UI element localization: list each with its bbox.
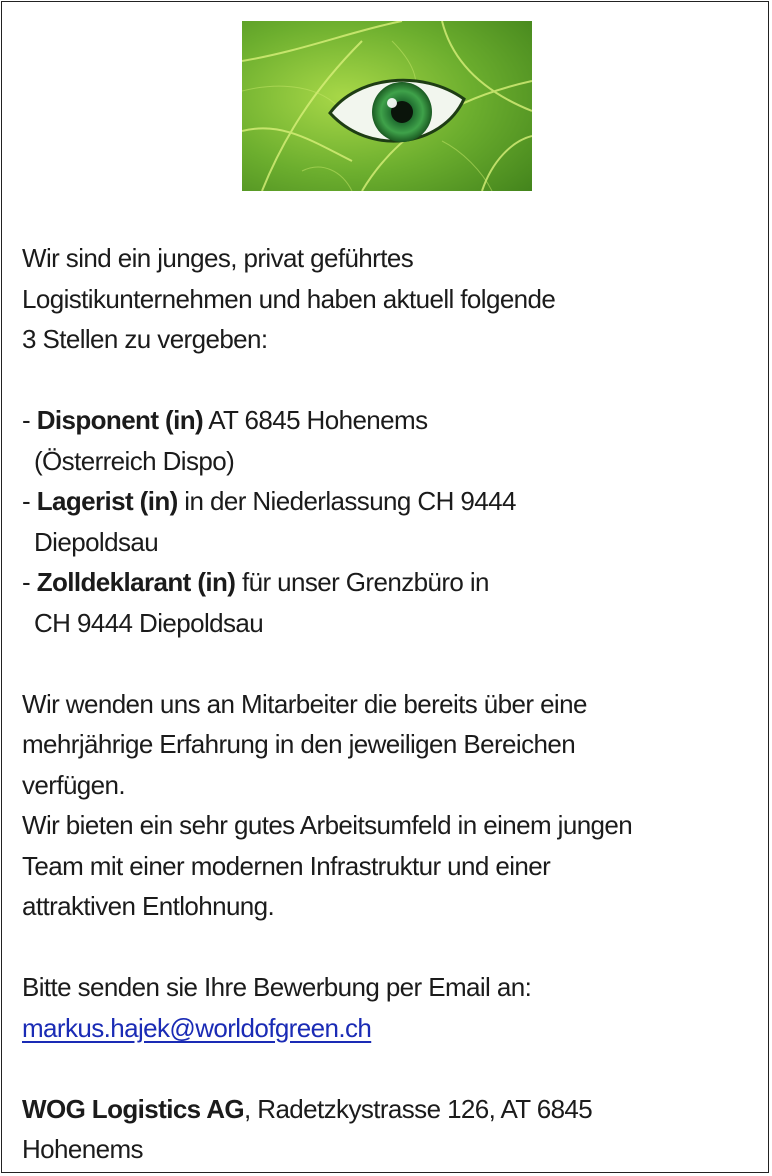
company-name: WOG Logistics AG (22, 1093, 245, 1124)
position-3-detail: CH 9444 Diepoldsau (34, 607, 264, 638)
company-city: Hohenems (22, 1134, 143, 1164)
position-title: Lagerist (in) (36, 486, 178, 516)
offer-line-2: Team mit einer modernen Infrastruktur und einer (22, 850, 551, 881)
position-title: Zolldeklarant (in) (36, 567, 236, 597)
offer-line-1: Wir bieten ein sehr gutes Arbeitsumfeld in einem jungen (22, 810, 633, 840)
position-1: - Disponent (in) AT 6845 Hohenems (22, 405, 428, 435)
company-address: WOG Logistics AG, Radetzkystrasse 126, AT 6845 (22, 1093, 593, 1124)
intro-line-1: Wir sind ein junges, privat geführtes (22, 243, 414, 273)
position-title: Disponent (in) (36, 405, 204, 435)
hero-image-leaf-eye (242, 21, 532, 191)
requirements-line-2: mehrjährige Erfahrung in den jeweiligen Bereichen (22, 729, 576, 759)
intro-line-2: Logistikunternehmen und haben aktuell folgende (22, 283, 556, 314)
position-2-detail: Diepoldsau (34, 526, 159, 557)
leaf-eye-illustration (242, 21, 532, 191)
ad-text (22, 238, 762, 1170)
position-2: - Lagerist (in) in der Niederlassung CH 9444 (22, 486, 516, 516)
contact-prompt: Bitte senden sie Ihre Bewerbung per Email an: (22, 972, 532, 1002)
email-link[interactable]: markus.hajek@worldofgreen.ch (22, 1012, 372, 1043)
job-ad-frame (1, 1, 769, 1173)
requirements-line-1: Wir wenden uns an Mitarbeiter die bereits über eine (22, 688, 587, 719)
position-1-detail: (Österreich Dispo) (34, 445, 235, 476)
intro-line-3: 3 Stellen zu vergeben: (22, 324, 268, 354)
requirements-line-3: verfügen. (22, 769, 126, 800)
offer-line-3: attraktiven Entlohnung. (22, 891, 275, 921)
position-3: - Zolldeklarant (in) für unser Grenzbüro in (22, 567, 489, 597)
